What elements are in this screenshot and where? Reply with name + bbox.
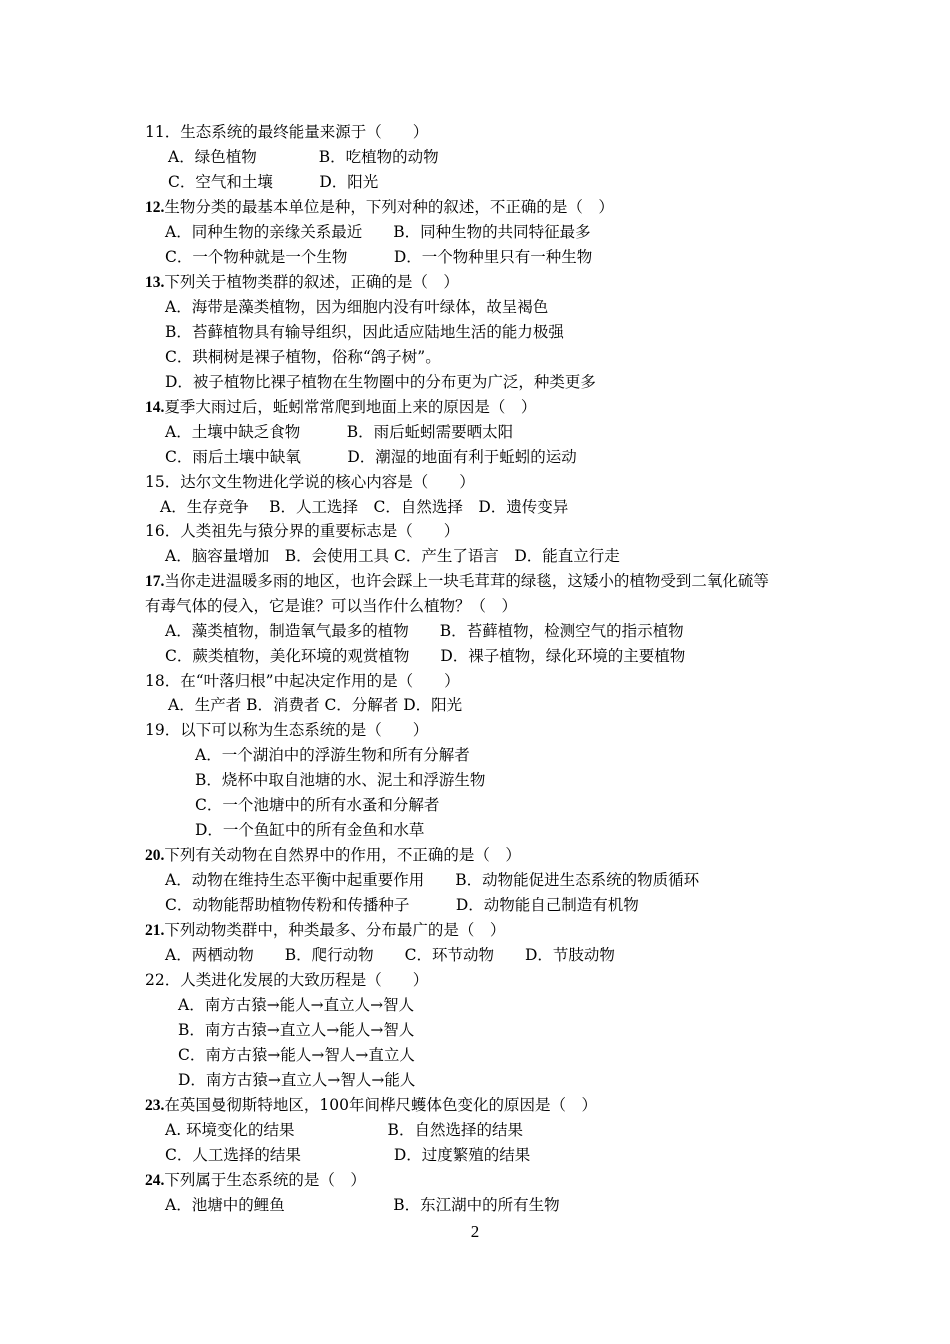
question-text: A．动物在维持生态平衡中起重要作用 B．动物能促进生态系统的物质循环 [165,871,700,889]
question-text: A．土壤中缺乏食物 B．雨后蚯蚓需要晒太阳 [165,423,514,441]
question-text: A．海带是藻类植物，因为细胞内没有叶绿体，故呈褐色 [165,298,549,316]
question-text: A．生存竞争 B．人工选择 C．自然选择 D．遗传变异 [160,498,569,516]
question-text: C．一个物种就是一个生物 D．一个物种里只有一种生物 [165,248,593,266]
question-line [145,920,505,941]
question-number: 24. [145,1172,165,1189]
question-line [165,646,685,666]
question-line [165,1195,560,1215]
question-line [178,1020,414,1040]
question-number: 20. [145,847,165,864]
question-line [145,720,428,740]
question-text: D．南方古猿→直立人→智人→能人 [178,1071,416,1089]
question-line [165,546,620,566]
question-number: 23. [145,1097,165,1114]
question-text: 15．达尔文生物进化学说的核心内容是（ ） [145,473,475,491]
question-line [165,222,591,242]
question-text: C．空气和土壤 D．阳光 [168,173,379,191]
question-line [145,845,521,866]
question-line [195,795,439,815]
question-text: B．苔藓植物具有输导组织，因此适应陆地生活的能力极强 [165,323,564,341]
question-line [168,695,462,715]
page-number: 2 [470,1222,480,1241]
question-number: 21. [145,922,165,939]
question-text: A．绿色植物 B．吃植物的动物 [168,148,439,166]
question-text: C．南方古猿→能人→智人→直立人 [178,1046,415,1064]
question-line [165,945,615,965]
question-text: 生物分类的最基本单位是种，下列对种的叙述，不正确的是（ ） [164,198,614,216]
question-text: 22．人类进化发展的大致历程是（ ） [145,971,429,989]
question-text: C．珙桐树是裸子植物，俗称“鸽子树”。 [165,348,441,366]
question-line [165,870,699,890]
question-text: B．烧杯中取自池塘的水、泥土和浮游生物 [195,771,486,789]
question-number: 14. [145,399,165,416]
question-line [145,571,769,592]
question-line [165,322,564,342]
question-line [178,1070,415,1090]
question-text: B．南方古猿→直立人→能人→智人 [178,1021,415,1039]
question-text: A. 环境变化的结果 B．自然选择的结果 [165,1121,523,1139]
question-line [165,1145,530,1165]
question-line [168,147,439,167]
question-line [165,347,441,367]
question-text: 在英国曼彻斯特地区，100年间桦尺蠖体色变化的原因是（ ） [164,1096,597,1114]
question-text: A．池塘中的鲤鱼 B．东江湖中的所有生物 [165,1196,560,1214]
question-line [165,447,577,467]
question-line [165,1120,523,1140]
question-line [145,596,517,616]
question-line [165,422,513,442]
question-text: 19．以下可以称为生态系统的是（ ） [145,721,429,739]
question-line [165,895,639,915]
question-line [165,372,596,392]
question-text: A．南方古猿→能人→直立人→智人 [178,996,415,1014]
question-text: D．被子植物比裸子植物在生物圈中的分布更为广泛，种类更多 [165,373,596,391]
question-text: 夏季大雨过后，蚯蚓常常爬到地面上来的原因是（ ） [164,398,537,416]
question-line [145,671,460,691]
question-text: A．两栖动物 B．爬行动物 C．环节动物 D．节肢动物 [165,946,615,964]
question-text: 下列属于生态系统的是（ ） [164,1171,366,1189]
question-text: 有毒气体的侵入，它是谁？可以当作什么植物？（ ） [145,597,518,615]
question-line [165,247,592,267]
question-text: A．藻类植物，制造氧气最多的植物 B．苔藓植物，检测空气的指示植物 [165,622,684,640]
question-text: 下列动物类群中，种类最多、分布最广的是（ ） [164,921,506,939]
question-number: 17. [145,573,165,590]
question-text: 当你走进温暖多雨的地区，也许会踩上一块毛茸茸的绿毯，这矮小的植物受到二氧化硫等 [164,572,769,590]
question-text: D．一个鱼缸中的所有金鱼和水草 [195,821,425,839]
question-line [178,995,414,1015]
question-line [168,172,378,192]
question-number: 12. [145,199,165,216]
question-line [195,745,470,765]
question-line [145,472,475,492]
question-line [195,770,485,790]
question-line [165,621,684,641]
question-number: 13. [145,274,165,291]
question-text: C．雨后土壤中缺氧 D．潮湿的地面有利于蚯蚓的运动 [165,448,577,466]
question-text: 16．人类祖先与猿分界的重要标志是（ ） [145,522,460,540]
question-line [195,820,424,840]
question-text: C．动物能帮助植物传粉和传播种子 D．动物能自己制造有机物 [165,896,639,914]
question-text: 下列有关动物在自然界中的作用，不正确的是（ ） [164,846,521,864]
question-line [145,1170,366,1191]
question-line [145,970,428,990]
question-line [145,397,536,418]
question-text: A．脑容量增加 B．会使用工具 C．产生了语言 D．能直立行走 [165,547,620,565]
question-text: A．同种生物的亲缘关系最近 B．同种生物的共同特征最多 [165,223,591,241]
question-line [160,497,568,517]
question-text: 18．在“叶落归根”中起决定作用的是（ ） [145,672,460,690]
question-line [145,272,459,293]
question-text: C．人工选择的结果 D．过度繁殖的结果 [165,1146,531,1164]
question-line [178,1045,415,1065]
question-line [165,297,548,317]
question-text: C．蕨类植物，美化环境的观赏植物 D．裸子植物，绿化环境的主要植物 [165,647,686,665]
question-line [145,521,459,541]
question-text: C．一个池塘中的所有水蚤和分解者 [195,796,440,814]
question-text: A．一个湖泊中的浮游生物和所有分解者 [195,746,470,764]
question-text: 下列关于植物类群的叙述，正确的是（ ） [164,273,459,291]
question-line [145,122,428,142]
question-text: 11．生态系统的最终能量来源于（ ） [145,123,429,141]
question-line [145,1095,597,1116]
question-line [145,197,614,218]
question-text: A．生产者 B．消费者 C．分解者 D．阳光 [168,696,463,714]
